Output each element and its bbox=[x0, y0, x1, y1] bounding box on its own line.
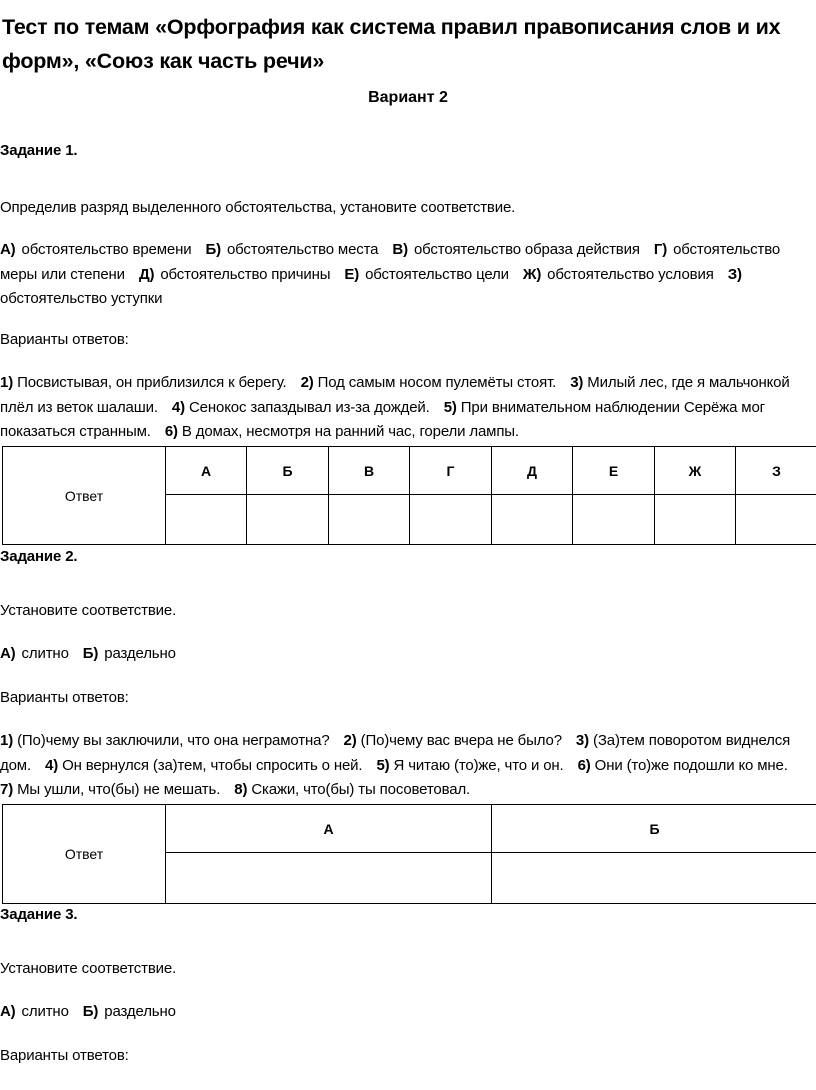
answer-text: (По)чему вы заключили, что она неграмотна? bbox=[17, 732, 330, 749]
answer-text: Под самым носом пулемёты стоят. bbox=[317, 374, 557, 391]
option-text: слитно bbox=[21, 1003, 69, 1020]
option-key: Б) bbox=[82, 1003, 99, 1020]
answer-number: 5) bbox=[443, 398, 457, 416]
answer-text: Милый лес, где я мальчонкой плёл из веток шалаши. bbox=[0, 374, 790, 416]
answer-text: Сенокос запаздывал из-за дождей. bbox=[189, 398, 430, 416]
answer-text: Скажи, что(бы) ты посоветовал. bbox=[251, 781, 471, 798]
task-2-instruction: Установите соответствие. bbox=[0, 602, 177, 619]
option-text: обстоятельство причины bbox=[160, 265, 331, 283]
answer-text: (По)чему вас вчера не было? bbox=[360, 732, 562, 749]
answer-text: Посвистывая, он приблизился к берегу. bbox=[17, 374, 287, 391]
answer-text: Они (то)же подошли ко мне. bbox=[594, 756, 788, 774]
answer-number: 1) bbox=[0, 374, 14, 391]
task-2-answers-label: Варианты ответов: bbox=[0, 689, 129, 706]
option-key: Ж) bbox=[522, 265, 542, 283]
answer-cell[interactable] bbox=[410, 495, 492, 545]
answer-cell[interactable] bbox=[736, 495, 816, 545]
option-text: обстоятельство образа действия bbox=[413, 241, 640, 258]
answer-cell[interactable] bbox=[492, 853, 816, 904]
variant-heading: Вариант 2 bbox=[368, 89, 448, 106]
document-title: Тест по темам «Орфография как система правил правописания слов и их форм», «Союз как часть речи» bbox=[2, 15, 781, 73]
option-key: А) bbox=[0, 241, 16, 258]
answer-number: 3) bbox=[570, 374, 584, 391]
answer-number: 1) bbox=[0, 732, 14, 749]
task-2-answers bbox=[0, 729, 814, 803]
answer-number: 3) bbox=[575, 732, 589, 749]
answer-text: (За)тем поворотом виднелся дом. bbox=[0, 732, 791, 774]
task-2-options bbox=[0, 642, 814, 667]
task-2-answer-table bbox=[2, 804, 816, 904]
answer-text: Я читаю (то)же, что и он. bbox=[393, 756, 564, 774]
option-key: Д) bbox=[138, 265, 155, 283]
option-text: обстоятельство времени bbox=[21, 241, 192, 258]
column-header: В bbox=[329, 447, 410, 495]
answer-cell[interactable] bbox=[166, 495, 247, 545]
column-header: Е bbox=[573, 447, 655, 495]
option-key: А) bbox=[0, 645, 16, 662]
option-key: А) bbox=[0, 1003, 16, 1020]
option-text: обстоятельство уступки bbox=[0, 290, 163, 307]
task-1-options bbox=[0, 238, 814, 312]
option-key: З) bbox=[727, 265, 742, 283]
task-3-instruction: Установите соответствие. bbox=[0, 960, 177, 977]
answer-cell[interactable] bbox=[166, 853, 492, 904]
option-text: обстоятельство цели bbox=[365, 265, 509, 283]
answer-text: Он вернулся (за)тем, чтобы спросить о ней. bbox=[62, 756, 363, 774]
task-1-answers-label: Варианты ответов: bbox=[0, 331, 129, 348]
option-text: раздельно bbox=[104, 1003, 176, 1020]
column-header: З bbox=[736, 447, 816, 495]
answer-number: 6) bbox=[577, 756, 591, 774]
answer-number: 2) bbox=[300, 374, 314, 391]
answer-text: В домах, несмотря на ранний час, горели лампы. bbox=[181, 423, 519, 440]
answer-cell[interactable] bbox=[247, 495, 329, 545]
task-1-instruction: Определив разряд выделенного обстоятельства, установите соответствие. bbox=[0, 199, 516, 216]
option-key: Б) bbox=[205, 241, 221, 258]
answer-number: 4) bbox=[171, 398, 185, 416]
answer-row-label: Ответ bbox=[3, 447, 166, 545]
answer-number: 8) bbox=[234, 781, 248, 798]
answer-number: 4) bbox=[45, 756, 59, 774]
answer-cell[interactable] bbox=[329, 495, 410, 545]
task-2-heading: Задание 2. bbox=[0, 548, 78, 565]
task-1-heading: Задание 1. bbox=[0, 142, 78, 159]
column-header: Д bbox=[492, 447, 573, 495]
answer-cell[interactable] bbox=[573, 495, 655, 545]
column-header: Б bbox=[492, 805, 816, 853]
column-header: А bbox=[166, 805, 492, 853]
answer-number: 2) bbox=[343, 732, 357, 749]
answer-row-label: Ответ bbox=[3, 805, 166, 904]
option-key: Б) bbox=[82, 645, 99, 662]
column-header: Ж bbox=[655, 447, 736, 495]
column-header: А bbox=[166, 447, 247, 495]
option-text: раздельно bbox=[104, 645, 176, 662]
task-1-answers bbox=[0, 371, 814, 445]
answer-text: При внимательном наблюдении Серёжа мог показаться странным. bbox=[0, 398, 765, 440]
answer-text: Мы ушли, что(бы) не мешать. bbox=[17, 781, 221, 798]
option-text: слитно bbox=[21, 645, 69, 662]
answer-number: 5) bbox=[376, 756, 390, 774]
task-3-options bbox=[0, 1000, 814, 1025]
option-text: обстоятельство места bbox=[226, 241, 379, 258]
answer-cell[interactable] bbox=[655, 495, 736, 545]
task-1-answer-table bbox=[2, 446, 816, 545]
column-header: Б bbox=[247, 447, 329, 495]
option-key: Е) bbox=[344, 265, 360, 283]
answer-number: 7) bbox=[0, 781, 14, 798]
answer-number: 6) bbox=[164, 423, 178, 440]
option-text: обстоятельство меры или степени bbox=[0, 241, 781, 283]
task-3-answers-label: Варианты ответов: bbox=[0, 1047, 129, 1064]
option-key: В) bbox=[392, 241, 408, 258]
option-text: обстоятельство условия bbox=[547, 265, 714, 283]
column-header: Г bbox=[410, 447, 492, 495]
option-key: Г) bbox=[653, 241, 668, 258]
task-3-heading: Задание 3. bbox=[0, 906, 78, 923]
answer-cell[interactable] bbox=[492, 495, 573, 545]
